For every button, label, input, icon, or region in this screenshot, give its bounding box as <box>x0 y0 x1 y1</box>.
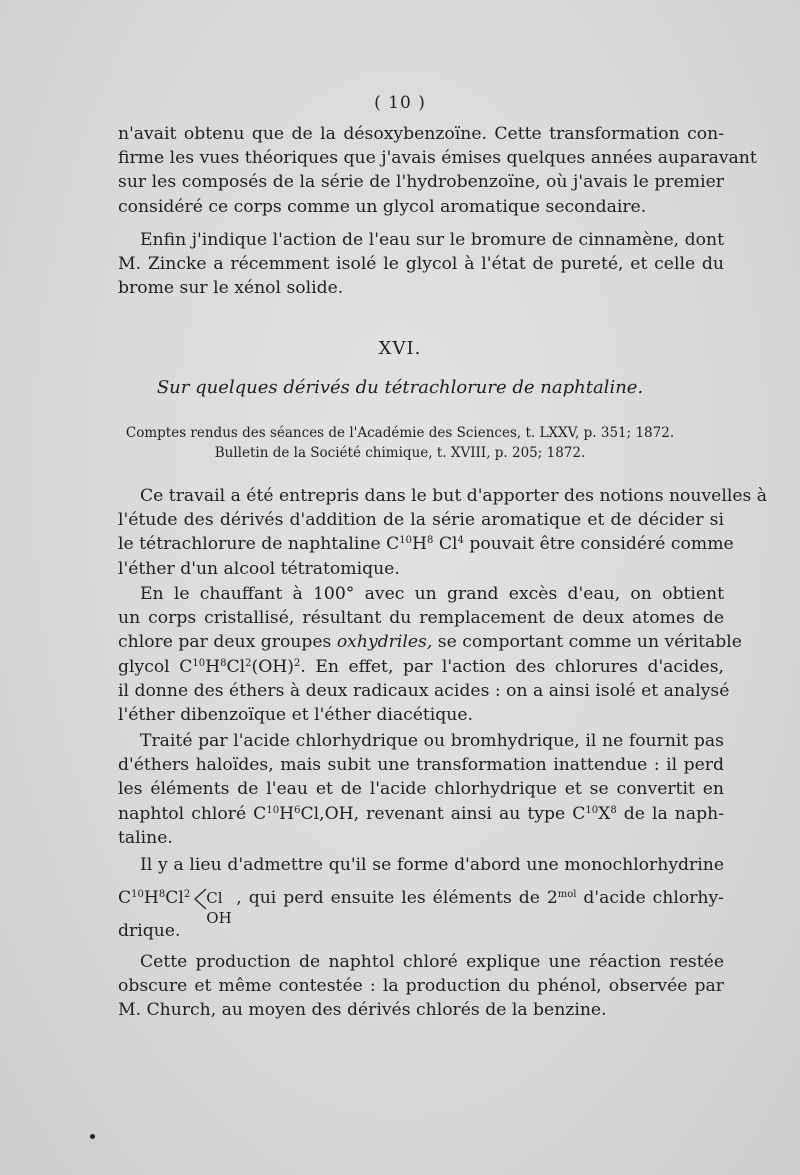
text-line: Il y a lieu d'admettre qu'il se forme d'abord une monochlorhydrine <box>140 855 724 875</box>
text-line: sur les composés de la série de l'hydrobenzoïne, où j'avais le premier <box>118 172 724 193</box>
section-title: Sur quelques dérivés du tétrachlorure de naphtaline. <box>156 377 644 398</box>
text-line: chlore par deux groupes oxhydriles, se comportant comme un véritable <box>118 632 742 653</box>
text-line: les éléments de l'eau et de l'acide chlorhydrique et se convertit en <box>118 779 724 800</box>
text-line: l'éther d'un alcool tétratomique. <box>118 558 400 579</box>
text-line: n'avait obtenu que de la désoxybenzoïne. Cette transformation con- <box>118 124 724 144</box>
text-line: brome sur le xénol solide. <box>118 278 344 299</box>
text-line: obscure et même contestée : la production du phénol, observée par <box>118 976 724 997</box>
text-line: naphtol chloré $C^{10}H^6Cl,OH$, revenant ainsi au type $C^{10}X^8$ de la naph- <box>118 803 724 824</box>
paragraph-1 <box>118 122 757 219</box>
text-line: $C^{10}H^8Cl^2$ Cl OH , qui perd ensuite les éléments de $2^{mol}$ d'acide chlorhy- <box>118 877 724 919</box>
text-line: d'éthers haloïdes, mais subit une transformation inattendue : il perd <box>118 755 724 776</box>
text-line: le tétrachlorure de naphtaline $C^{10}H^8$ Cl$^4$ pouvait être considéré comme <box>118 534 734 555</box>
paragraph-3 <box>118 484 768 581</box>
paragraph-6 <box>118 853 724 943</box>
text-line: considéré ce corps comme un glycol aromatique secondaire. <box>118 196 647 217</box>
text-line: En le chauffant à 100° avec un grand excès d'eau, on obtient <box>140 584 724 604</box>
text-line: M. Zincke a récemment isolé le glycol à l'état de pureté, et celle du <box>118 254 724 275</box>
paragraph-4 <box>118 582 742 727</box>
text-line: taline. <box>118 827 173 848</box>
reference-line: Comptes rendus des séances de l'Académie des Sciences, t. LXXV, p. 351; 1872. <box>125 425 675 441</box>
branch-formula: Cl OH <box>192 879 234 919</box>
text-line: drique. <box>118 921 181 942</box>
text-line: un corps cristallisé, résultant du remplacement de deux atomes de <box>118 608 724 629</box>
text-line: glycol $C^{10}H^8Cl^2(OH)^2$. En effet, par l'action des chlorures d'acides, <box>118 656 724 677</box>
section-number: XVI. <box>378 338 422 359</box>
text-line: Enfin j'indique l'action de l'eau sur le bromure de cinnamène, dont <box>140 230 724 250</box>
reference-line: Bulletin de la Société chimique, t. XVIII, p. 205; 1872. <box>214 445 586 461</box>
text-line: firme les vues théoriques que j'avais émises quelques années auparavant <box>118 148 757 169</box>
text-line: l'étude des dérivés d'addition de la série aromatique et de décider si <box>118 510 724 531</box>
text-line: Cette production de naphtol chloré explique une réaction restée <box>140 952 724 972</box>
page-number: ( 10 ) <box>374 93 426 113</box>
text-line: Ce travail a été entrepris dans le but d'apporter des notions nouvelles à <box>140 486 768 506</box>
ink-speck <box>90 1134 95 1139</box>
paragraph-7 <box>118 950 724 1023</box>
text-line: Traité par l'acide chlorhydrique ou bromhydrique, il ne fournit pas <box>140 731 724 751</box>
paragraph-5 <box>118 729 724 850</box>
text-line: l'éther dibenzoïque et l'éther diacétique. <box>118 704 473 725</box>
text-line: M. Church, au moyen des dérivés chlorés de la benzine. <box>118 1000 607 1021</box>
paragraph-2 <box>118 228 724 301</box>
text-line: il donne des éthers à deux radicaux acides : on a ainsi isolé et analysé <box>118 680 730 701</box>
